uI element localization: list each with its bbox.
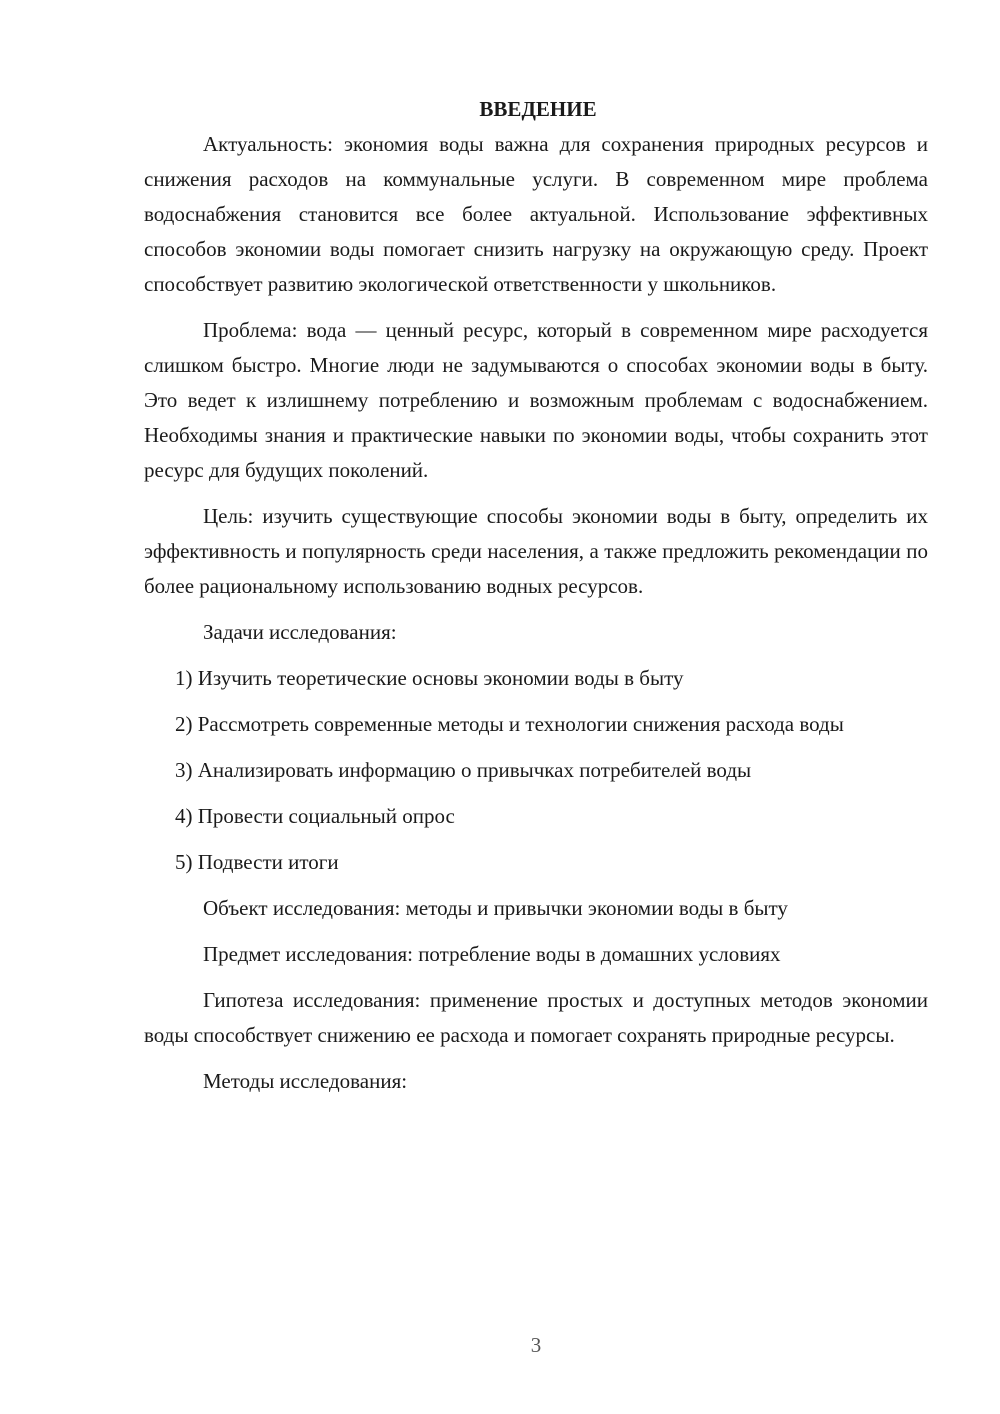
research-subject: Предмет исследования: потребление воды в домашних условиях bbox=[203, 942, 781, 966]
document-page bbox=[144, 92, 928, 1110]
list-item: 5) Подвести итоги bbox=[175, 850, 339, 874]
methods-heading: Методы исследования: bbox=[203, 1069, 408, 1093]
list-item: 4) Провести социальный опрос bbox=[175, 804, 455, 828]
page-number: 3 bbox=[530, 1333, 542, 1357]
list-item: 3) Анализировать информацию о привычках потребителей воды bbox=[175, 758, 752, 782]
tasks-list bbox=[144, 661, 928, 880]
tasks-heading: Задачи исследования: bbox=[203, 620, 397, 644]
section-title: ВВЕДЕНИЕ bbox=[479, 97, 597, 121]
paragraph-goal: Цель: изучить существующие способы экономии воды в быту, определить их эффективность и популярность среди населения, а также предложить рекомендации по более рациональному использованию водных ресурсов. bbox=[144, 504, 928, 598]
paragraph-relevance: Актуальность: экономия воды важна для сохранения природных ресурсов и снижения расходов на коммунальные услуги. В современном мире проблема водоснабжения становится все более актуальной. Использование эффективных способов экономии воды помогает снизить нагрузку на окружающую среду. Проект способствует развитию экологической ответственности у школьников. bbox=[144, 132, 928, 296]
list-item: 1) Изучить теоретические основы экономии воды в быту bbox=[175, 666, 684, 690]
list-item: 2) Рассмотреть современные методы и технологии снижения расхода воды bbox=[175, 712, 844, 736]
paragraph-problem: Проблема: вода — ценный ресурс, который в современном мире расходуется слишком быстро. Многие люди не задумываются о способах экономии воды в быту. Это ведет к излишнему потреблению и возможным проблемам с водоснабжением. Необходимы знания и практические навыки по экономии воды, чтобы сохранить этот ресурс для будущих поколений. bbox=[144, 318, 928, 482]
research-hypothesis: Гипотеза исследования: применение простых и доступных методов экономии воды способствует снижению ее расхода и помогает сохранять природные ресурсы. bbox=[144, 988, 928, 1047]
research-object: Объект исследования: методы и привычки экономии воды в быту bbox=[203, 896, 788, 920]
